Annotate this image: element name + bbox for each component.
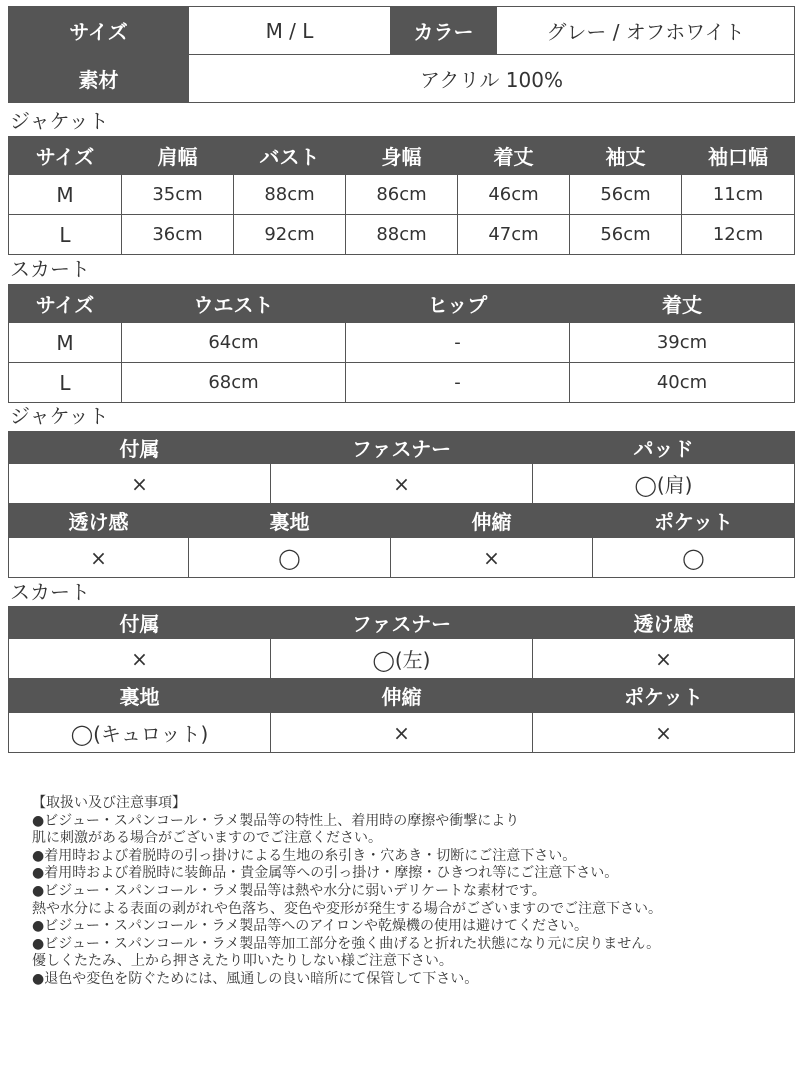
summary-table [8, 6, 795, 103]
table-cell: 86cm [346, 175, 458, 215]
table-row [9, 215, 795, 255]
care-notes [32, 795, 792, 989]
header-cell: ヒップ [346, 285, 570, 323]
header-cell: 伸縮 [271, 679, 533, 713]
table-cell: ◯(左) [271, 639, 533, 679]
header-cell: 肩幅 [122, 137, 234, 175]
table-cell: × [271, 464, 533, 504]
header-cell: ファスナー [271, 607, 533, 639]
table-cell: L [9, 363, 122, 403]
header-cell: 透け感 [533, 607, 795, 639]
jacket-features-section-title: ジャケット [10, 404, 109, 428]
jacket-features-table-2 [8, 503, 795, 578]
table-cell: - [346, 363, 570, 403]
table-cell: 11cm [682, 175, 795, 215]
table-cell: 64cm [122, 323, 346, 363]
skirt-features-table [8, 606, 795, 753]
table-cell: × [9, 538, 189, 578]
table-cell: M [9, 175, 122, 215]
header-cell: 伸縮 [391, 504, 593, 538]
table-cell: 56cm [570, 215, 682, 255]
table-row [9, 538, 795, 578]
skirt-features-section-title: スカート [10, 580, 90, 604]
table-cell: × [9, 639, 271, 679]
note-line: 熱や水分による表面の剥がれや色落ち、変色や変形が発生する場合がございますのでご注意下さい。 [32, 900, 662, 917]
header-cell: 袖口幅 [682, 137, 795, 175]
table-row [9, 713, 795, 753]
notes-heading: 【取扱い及び注意事項】 [32, 795, 186, 811]
header-cell: 裏地 [189, 504, 391, 538]
header-cell: 付属 [9, 432, 271, 464]
table-cell: 88cm [346, 215, 458, 255]
header-cell: ファスナー [271, 432, 533, 464]
table-cell: 46cm [458, 175, 570, 215]
table-cell: 92cm [234, 215, 346, 255]
jacket-size-section-title: ジャケット [10, 109, 109, 133]
table-cell: ◯(肩) [533, 464, 795, 504]
color-label: カラー [391, 7, 497, 55]
table-cell: 39cm [570, 323, 795, 363]
table-cell: × [271, 713, 533, 753]
note-line: 優しくたたみ、上から押さえたり叩いたりしない様ご注意下さい。 [32, 953, 453, 970]
note-line: ●着用時および着脱時の引っ掛けによる生地の糸引き・穴あき・切断にご注意下さい。 [32, 847, 577, 864]
table-row [9, 363, 795, 403]
material-value: アクリル 100% [189, 55, 795, 103]
table-row [9, 175, 795, 215]
jacket-features-table-1 [8, 431, 795, 504]
table-cell: × [533, 713, 795, 753]
table-row [9, 323, 795, 363]
table-cell: 68cm [122, 363, 346, 403]
color-value: グレー / オフホワイト [497, 7, 795, 55]
jacket-size-table [8, 136, 795, 255]
note-line: ●着用時および着脱時に装飾品・貴金属等への引っ掛け・摩擦・ひきつれ等にご注意下さい。 [32, 865, 619, 882]
skirt-size-section-title: スカート [10, 257, 90, 281]
table-row [9, 464, 795, 504]
note-line: ●ビジュー・スパンコール・ラメ製品等は熱や水分に弱いデリケートな素材です。 [32, 882, 546, 899]
note-line: ●ビジュー・スパンコール・ラメ製品等の特性上、着用時の摩擦や衝撃により [32, 812, 520, 829]
table-cell: - [346, 323, 570, 363]
header-cell: 着丈 [458, 137, 570, 175]
table-row [9, 639, 795, 679]
note-line: ●退色や変色を防ぐためには、風通しの良い暗所にて保管して下さい。 [32, 970, 479, 987]
table-cell: L [9, 215, 122, 255]
table-cell: 36cm [122, 215, 234, 255]
header-cell: 身幅 [346, 137, 458, 175]
header-cell: サイズ [9, 285, 122, 323]
header-cell: サイズ [9, 137, 122, 175]
table-cell: × [9, 464, 271, 504]
table-cell: × [391, 538, 593, 578]
table-cell: 56cm [570, 175, 682, 215]
table-cell: × [533, 639, 795, 679]
size-label: サイズ [9, 7, 189, 55]
size-value: M / L [189, 7, 391, 55]
header-cell: 着丈 [570, 285, 795, 323]
table-cell: ◯(キュロット) [9, 713, 271, 753]
header-cell: 袖丈 [570, 137, 682, 175]
table-cell: 40cm [570, 363, 795, 403]
skirt-size-table [8, 284, 795, 403]
header-cell: 透け感 [9, 504, 189, 538]
table-cell: M [9, 323, 122, 363]
header-cell: ポケット [533, 679, 795, 713]
header-cell: パッド [533, 432, 795, 464]
header-cell: バスト [234, 137, 346, 175]
table-cell: ◯ [593, 538, 795, 578]
header-cell: ウエスト [122, 285, 346, 323]
header-cell: 付属 [9, 607, 271, 639]
note-line: 肌に刺激がある場合がございますのでご注意ください。 [32, 830, 382, 847]
table-cell: 35cm [122, 175, 234, 215]
note-line: ●ビジュー・スパンコール・ラメ製品等へのアイロンや乾燥機の使用は避けてください。 [32, 918, 588, 935]
note-line: ●ビジュー・スパンコール・ラメ製品等加工部分を強く曲げると折れた状態になり元に戻りません。 [32, 935, 661, 952]
material-label: 素材 [9, 55, 189, 103]
table-cell: 47cm [458, 215, 570, 255]
table-cell: ◯ [189, 538, 391, 578]
table-cell: 12cm [682, 215, 795, 255]
header-cell: ポケット [593, 504, 795, 538]
table-cell: 88cm [234, 175, 346, 215]
header-cell: 裏地 [9, 679, 271, 713]
